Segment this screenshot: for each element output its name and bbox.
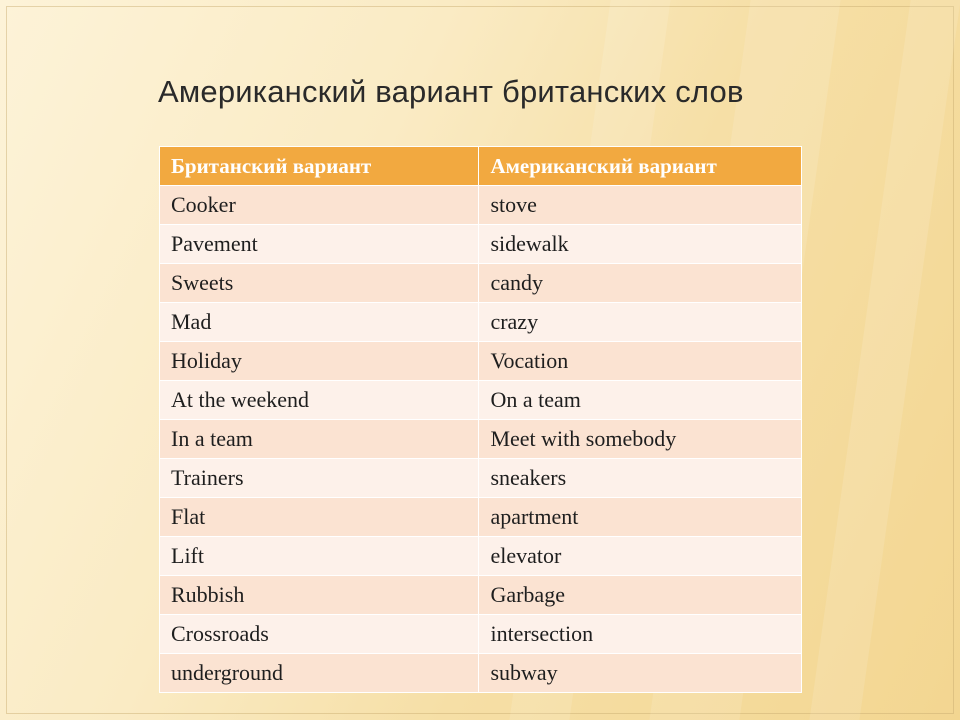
american-word-cell: stove <box>479 186 802 225</box>
table-row <box>160 498 802 537</box>
british-word-cell: Sweets <box>160 264 479 303</box>
british-word-cell: Pavement <box>160 225 479 264</box>
british-word-cell: Rubbish <box>160 576 479 615</box>
british-word-cell: underground <box>160 654 479 693</box>
american-word-cell: apartment <box>479 498 802 537</box>
british-word-cell: At the weekend <box>160 381 479 420</box>
american-word-cell: candy <box>479 264 802 303</box>
table-row <box>160 420 802 459</box>
table-row <box>160 381 802 420</box>
american-word-cell: intersection <box>479 615 802 654</box>
table-row <box>160 264 802 303</box>
american-word-cell: sidewalk <box>479 225 802 264</box>
british-word-cell: Mad <box>160 303 479 342</box>
british-word-cell: Lift <box>160 537 479 576</box>
american-word-cell: crazy <box>479 303 802 342</box>
american-word-cell: subway <box>479 654 802 693</box>
slide-title: Американский вариант британских слов <box>158 74 744 109</box>
table-header-row <box>160 147 802 186</box>
table-row <box>160 303 802 342</box>
american-word-cell: elevator <box>479 537 802 576</box>
british-word-cell: Cooker <box>160 186 479 225</box>
british-word-cell: Trainers <box>160 459 479 498</box>
british-word-cell: Crossroads <box>160 615 479 654</box>
table-row <box>160 225 802 264</box>
column-header-american: Американский вариант <box>479 147 802 186</box>
american-word-cell: On a team <box>479 381 802 420</box>
american-word-cell: Garbage <box>479 576 802 615</box>
american-word-cell: Vocation <box>479 342 802 381</box>
british-word-cell: Flat <box>160 498 479 537</box>
table-row <box>160 342 802 381</box>
american-word-cell: Meet with somebody <box>479 420 802 459</box>
british-word-cell: Holiday <box>160 342 479 381</box>
table-row <box>160 615 802 654</box>
british-word-cell: In a team <box>160 420 479 459</box>
table-row <box>160 654 802 693</box>
word-table <box>159 146 802 693</box>
table-row <box>160 576 802 615</box>
table-row <box>160 459 802 498</box>
table-body <box>160 186 802 693</box>
table-row <box>160 186 802 225</box>
column-header-british: Британский вариант <box>160 147 479 186</box>
table-row <box>160 537 802 576</box>
american-word-cell: sneakers <box>479 459 802 498</box>
